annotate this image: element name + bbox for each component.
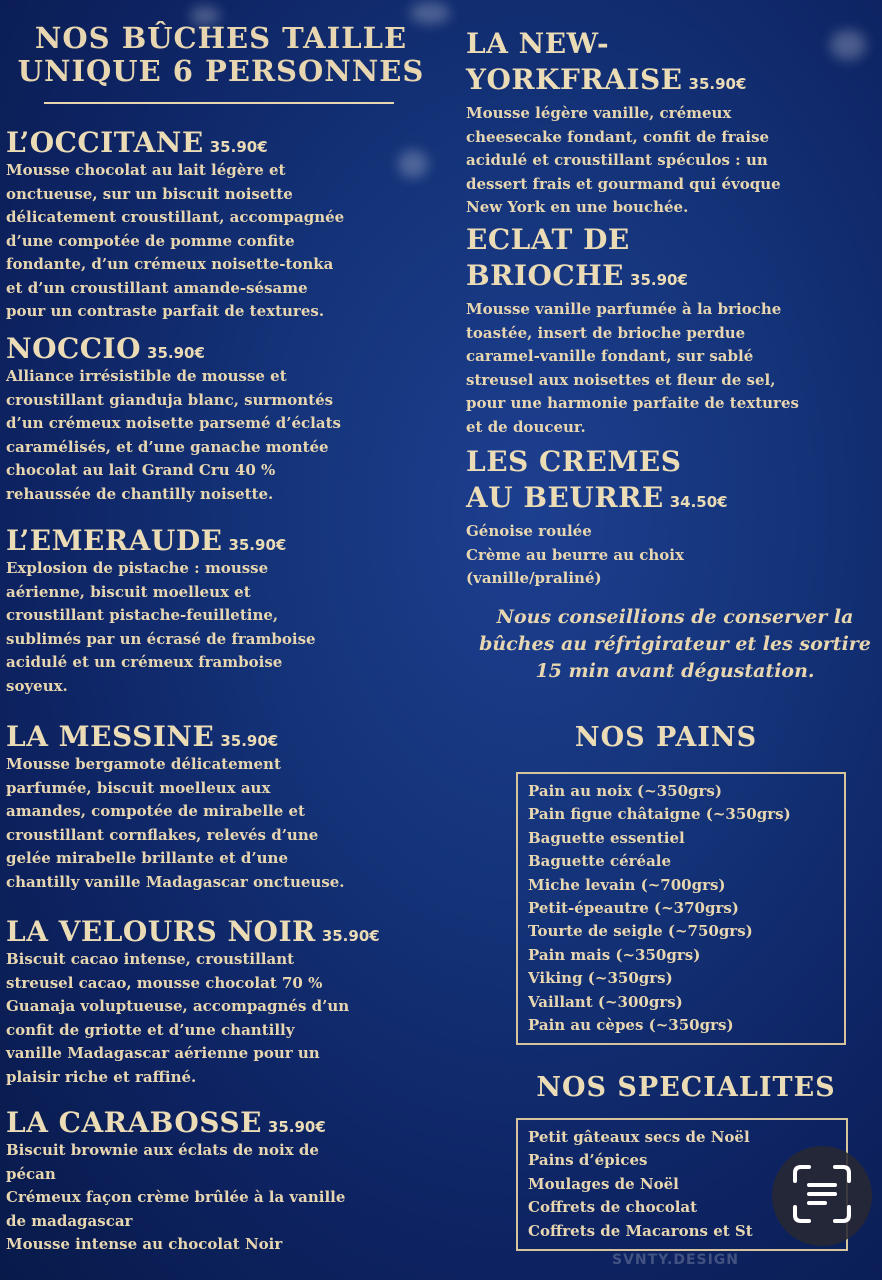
item-price: 35.90€ — [228, 536, 287, 554]
list-item: Miche levain (~700grs) — [528, 875, 726, 894]
specialites-heading: NOS SPECIALITES — [536, 1072, 836, 1103]
list-item: Pain mais (~350grs) — [528, 945, 701, 964]
item-price: 35.90€ — [630, 271, 688, 289]
snowflake-blur — [830, 30, 866, 60]
text-scan-button[interactable] — [772, 1146, 872, 1246]
item-description: Mousse vanille parfumée à la brioche toastée, insert de brioche perdue caramel-vanille fondant, sur sablé streusel aux noisettes et fleur de sel, pour une harmonie parfaite de textures et de douceur. — [466, 300, 799, 436]
list-item: Vaillant (~300grs) — [528, 992, 683, 1011]
snowflake-blur — [398, 150, 428, 178]
list-item: Coffrets de Macarons et St — [528, 1221, 753, 1240]
buche-item — [6, 1106, 345, 1257]
list-item: Pain au cèpes (~350grs) — [528, 1016, 734, 1035]
item-price: 35.90€ — [688, 75, 747, 93]
pains-list — [516, 772, 846, 1045]
item-price: 35.90€ — [321, 927, 380, 945]
buche-item — [466, 446, 728, 591]
item-price: 35.90€ — [209, 138, 268, 156]
item-name-line2: YORKFRAISE — [466, 63, 683, 96]
list-item: Baguette céréale — [528, 852, 672, 871]
item-description: Explosion de pistache : mousse aérienne, biscuit moelleux et croustillant pistache-feuilletine, sublimés par un écrasé de framboise acidulé et un crémeux framboise soyeux. — [6, 559, 316, 695]
item-description: Mousse chocolat au lait légère et onctueuse, sur un biscuit noisette délicatement croustillant, accompagnée d’une compotée de pomme confite fondante, d’un crémeux noisette-tonka et d’un croustillant amande-sésame pour un contraste parfait de textures. — [6, 161, 345, 320]
item-description: Biscuit cacao intense, croustillant streusel cacao, mousse chocolat 70 % Guanaja voluptueuse, accompagnés d’un confit de griotte et d’une chantilly vanille Madagascar aérienne pour un plaisir riche et raffiné. — [6, 950, 350, 1086]
item-name: L’OCCITANE — [6, 126, 204, 159]
buche-item — [466, 224, 799, 439]
item-name-line2: AU BEURRE — [466, 481, 664, 514]
text-scan-icon — [791, 1163, 853, 1229]
list-item: Tourte de seigle (~750grs) — [528, 922, 753, 941]
item-description: Mousse bergamote délicatement parfumée, biscuit moelleux aux amandes, compotée de mirabelle et croustillant cornflakes, relevés d’une gelée mirabelle brillante et d’une chantilly vanille Madagascar onctueuse. — [6, 755, 345, 891]
item-price: 35.90€ — [267, 1118, 326, 1136]
item-name: LA CARABOSSE — [6, 1106, 262, 1139]
list-item: Pain au noix (~350grs) — [528, 782, 722, 800]
buche-item — [6, 524, 316, 698]
buche-item — [6, 720, 345, 894]
buche-item — [6, 915, 380, 1089]
item-price: 35.90€ — [220, 732, 279, 750]
item-description: Mousse légère vanille, crémeux cheesecake fondant, confit de fraise acidulé et croustillant spéculos : un dessert frais et gourmand qui évoque New York en une bouchée. — [466, 104, 781, 216]
item-description: Génoise roulée Crème au beurre au choix (vanille/praliné) — [466, 522, 684, 587]
item-price: 34.50€ — [669, 493, 728, 511]
item-price: 35.90€ — [147, 344, 205, 362]
list-item: Baguette essentiel — [528, 828, 685, 847]
item-description: Alliance irrésistible de mousse et croustillant gianduja blanc, surmontés d’un crémeux noisette parsemé d’éclats caramélisés, et d’une ganache montée chocolat au lait Grand Cru 40 % rehaussée de chantilly noisette. — [6, 367, 341, 503]
buche-item — [6, 332, 341, 506]
storage-note: Nous conseillions de conserver la bûches au réfrigirateur et les sortire 15 min avant dégustation. — [479, 606, 871, 682]
item-name: L’EMERAUDE — [6, 524, 223, 557]
list-item: Coffrets de chocolat — [528, 1198, 698, 1217]
buche-item — [6, 126, 344, 324]
item-name-line1: ECLAT DE — [466, 223, 630, 256]
item-name: LA MESSINE — [6, 720, 215, 753]
pains-heading: NOS PAINS — [574, 722, 758, 753]
item-name-line1: LES CREMES — [466, 445, 682, 478]
left-column — [6, 21, 446, 1253]
item-description: Biscuit brownie aux éclats de noix de pécan Crémeux façon crème brûlée à la vanille de madagascar Mousse intense au chocolat Noir — [6, 1141, 346, 1253]
list-item: Pain figue châtaigne (~350grs) — [528, 805, 791, 824]
item-name-line2: BRIOCHE — [466, 259, 625, 292]
buche-item — [466, 28, 781, 220]
title-divider — [44, 102, 394, 104]
list-item: Pains d’épices — [528, 1151, 648, 1170]
item-name: LA VELOURS NOIR — [6, 915, 316, 948]
page-title: NOS BÛCHES TAILLE UNIQUE 6 PERSONNES — [17, 21, 425, 88]
list-item: Petit gâteaux secs de Noël — [528, 1128, 750, 1146]
snowflake-blur — [410, 2, 450, 24]
list-item: Moulages de Noël — [528, 1174, 679, 1193]
list-item: Viking (~350grs) — [528, 969, 673, 988]
item-name-line1: LA NEW- — [466, 27, 610, 60]
list-item: Petit-épeautre (~370grs) — [528, 899, 739, 918]
item-name: NOCCIO — [6, 332, 142, 365]
watermark: SVNTY.DESIGN — [612, 1252, 740, 1268]
